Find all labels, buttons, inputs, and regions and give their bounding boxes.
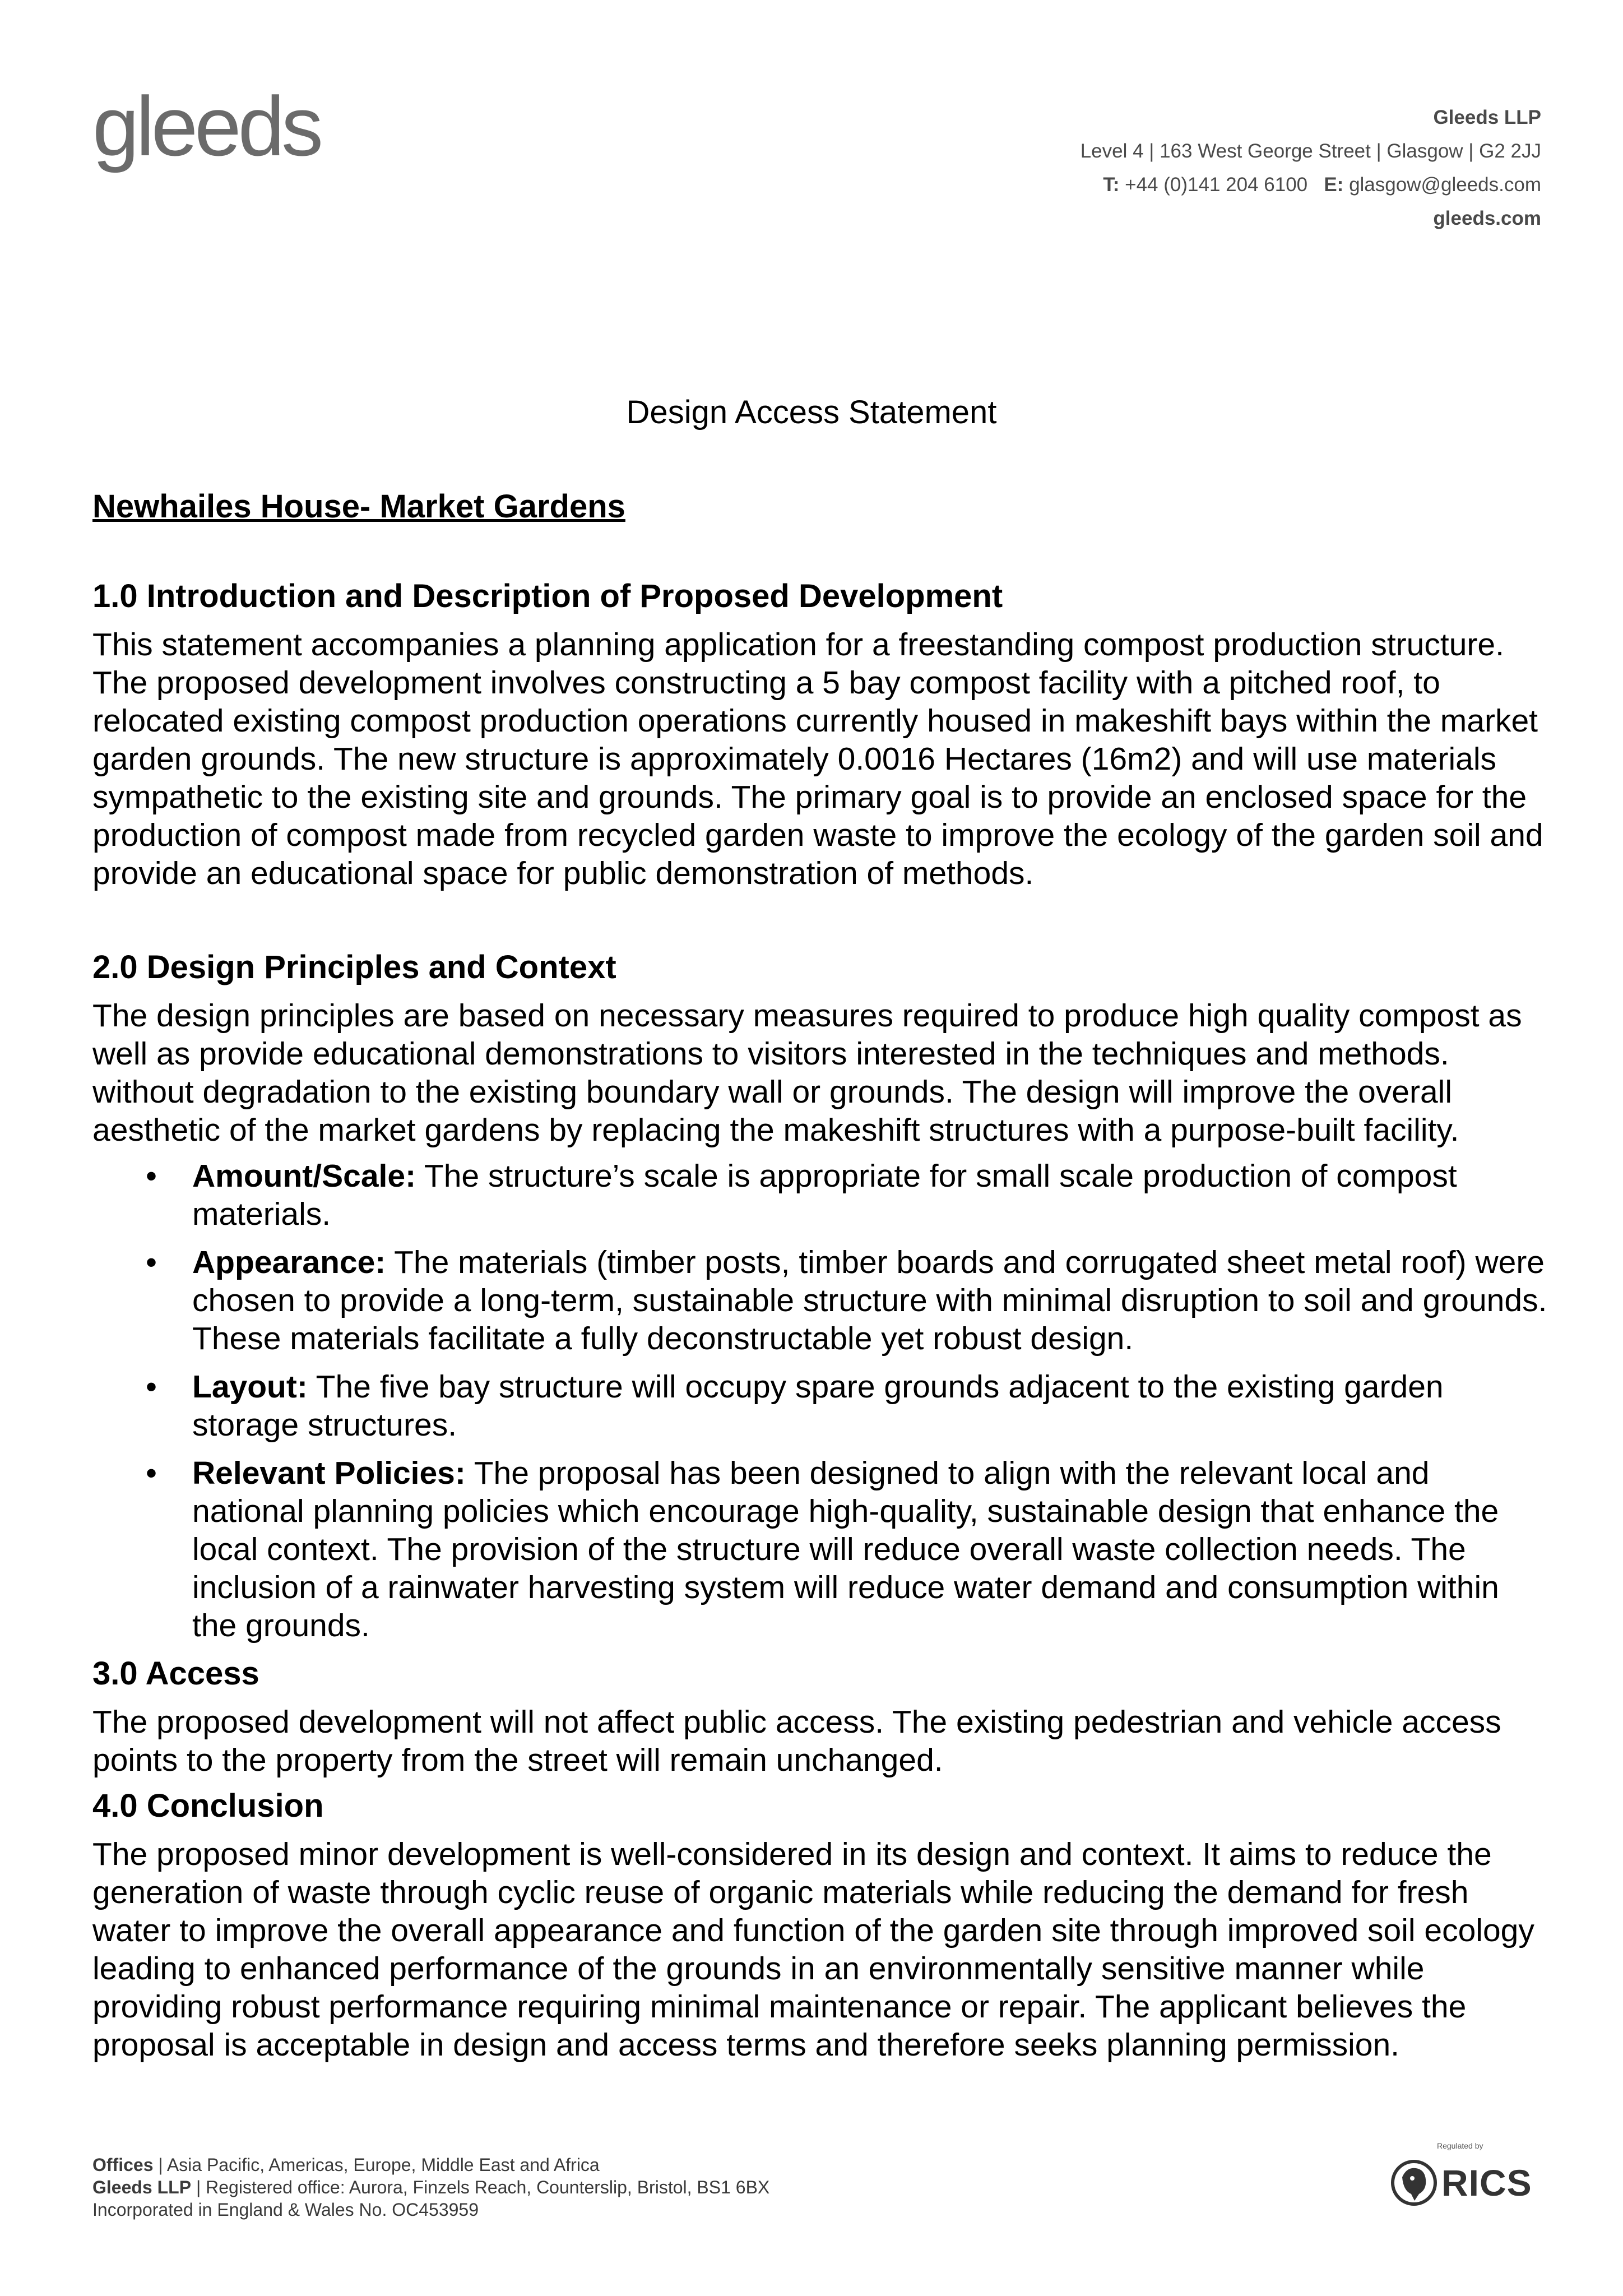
bullet-icon: • <box>146 1369 157 1405</box>
section-heading: 1.0 Introduction and Description of Proposed Development <box>92 578 1003 614</box>
bullet-label: Appearance: <box>192 1244 386 1280</box>
list-item <box>92 1454 1550 1645</box>
regulated-by-label: Regulated by <box>1437 2141 1483 2150</box>
website: gleeds.com <box>1433 207 1541 229</box>
company-label: Gleeds LLP <box>92 2177 192 2197</box>
postal-address: Level 4 | 163 West George Street | Glasgow | G2 2JJ <box>1080 140 1541 162</box>
contact-line <box>1081 168 1541 202</box>
address-block <box>1081 101 1541 235</box>
registered-office: | Registered office: Aurora, Finzels Reach, Counterslip, Bristol, BS1 6BX <box>191 2177 770 2197</box>
offices-text: | Asia Pacific, Americas, Europe, Middle East and Africa <box>153 2155 600 2175</box>
document-body <box>92 488 1550 2064</box>
bullet-label: Relevant Policies: <box>192 1455 466 1491</box>
company-logo: gleeds <box>92 79 321 173</box>
registered-line <box>92 2176 769 2198</box>
section-body: The proposed development will not affect public access. The existing pedestrian and vehicle access points to the property from the street will remain unchanged. <box>92 1704 1501 1778</box>
section-body: This statement accompanies a planning application for a freestanding compost production structure. The proposed development involves constructing a 5 bay compost facility with a pitched roof, to relocated existing compost production operations currently housed in makeshift bays within the market garden grounds. The new structure is approximately 0.0016 Hectares (16m2) and will use materials sympathetic to the existing site and grounds. The primary goal is to provide an enclosed space for the production of compost made from recycled garden waste to improve the ecology of the garden soil and provide an educational space for public demonstration of methods. <box>92 627 1543 891</box>
bullet-text: The proposal has been designed to align with the relevant local and national planning policies which encourage high-quality, sustainable design that enhance the local context. The provision of the structure will reduce overall waste collection needs. The inclusion of a rainwater harvesting system will reduce water demand and consumption within the grounds. <box>192 1455 1499 1644</box>
list-item <box>92 1243 1550 1358</box>
page-footer <box>92 2154 769 2221</box>
email-label: E: <box>1324 174 1344 196</box>
company-name: Gleeds LLP <box>1433 107 1541 128</box>
bullet-label: Layout: <box>192 1369 308 1405</box>
section-heading: 2.0 Design Principles and Context <box>92 949 616 985</box>
rics-logo <box>1390 2141 1536 2209</box>
bullet-icon: • <box>146 1158 157 1194</box>
section-body: The design principles are based on necessary measures required to produce high quality compost as well as provide educational demonstrations to visitors interested in the techniques and methods. without degradation to the existing boundary wall or grounds. The design will improve the overall aesthetic of the market gardens by replacing the makeshift structures with a purpose-built facility. <box>92 998 1522 1148</box>
email-address: glasgow@gleeds.com <box>1349 174 1541 196</box>
rics-lion-icon <box>1390 2155 1438 2209</box>
list-item <box>92 1368 1550 1444</box>
bullet-text: The materials (timber posts, timber boards and corrugated sheet metal roof) were chosen to provide a long-term, sustainable structure with minimal disruption to soil and grounds. These materials facilitate a fully deconstructable yet robust design. <box>192 1244 1547 1357</box>
bullet-text: The five bay structure will occupy spare grounds adjacent to the existing garden storage structures. <box>192 1369 1444 1443</box>
bullet-text: The structure’s scale is appropriate for small scale production of compost materials. <box>192 1158 1457 1232</box>
design-principles-list <box>92 1157 1550 1645</box>
bullet-label: Amount/Scale: <box>192 1158 416 1194</box>
project-title: Newhailes House- Market Gardens <box>92 488 625 525</box>
section-heading: 3.0 Access <box>92 1655 259 1692</box>
document-title: Design Access Statement <box>626 394 997 430</box>
phone-number: +44 (0)141 204 6100 <box>1125 174 1308 196</box>
section-heading: 4.0 Conclusion <box>92 1788 324 1824</box>
rics-wordmark: RICS <box>1441 2162 1532 2204</box>
incorporation-line: Incorporated in England & Wales No. OC453959 <box>92 2200 479 2220</box>
phone-label: T: <box>1103 174 1120 196</box>
section-body: The proposed minor development is well-considered in its design and context. It aims to reduce the generation of waste through cyclic reuse of organic materials while reducing the demand for fresh water to improve the overall appearance and function of the garden site through improved soil ecology leading to enhanced performance of the grounds in an environmentally sensitive manner while providing robust performance requiring minimal maintenance or repair. The applicant believes the proposal is acceptable in design and access terms and therefore seeks planning permission. <box>92 1836 1534 2063</box>
offices-line <box>92 2154 769 2176</box>
list-item <box>92 1157 1550 1233</box>
bullet-icon: • <box>146 1244 157 1280</box>
bullet-icon: • <box>146 1455 157 1491</box>
offices-label: Offices <box>92 2155 154 2175</box>
